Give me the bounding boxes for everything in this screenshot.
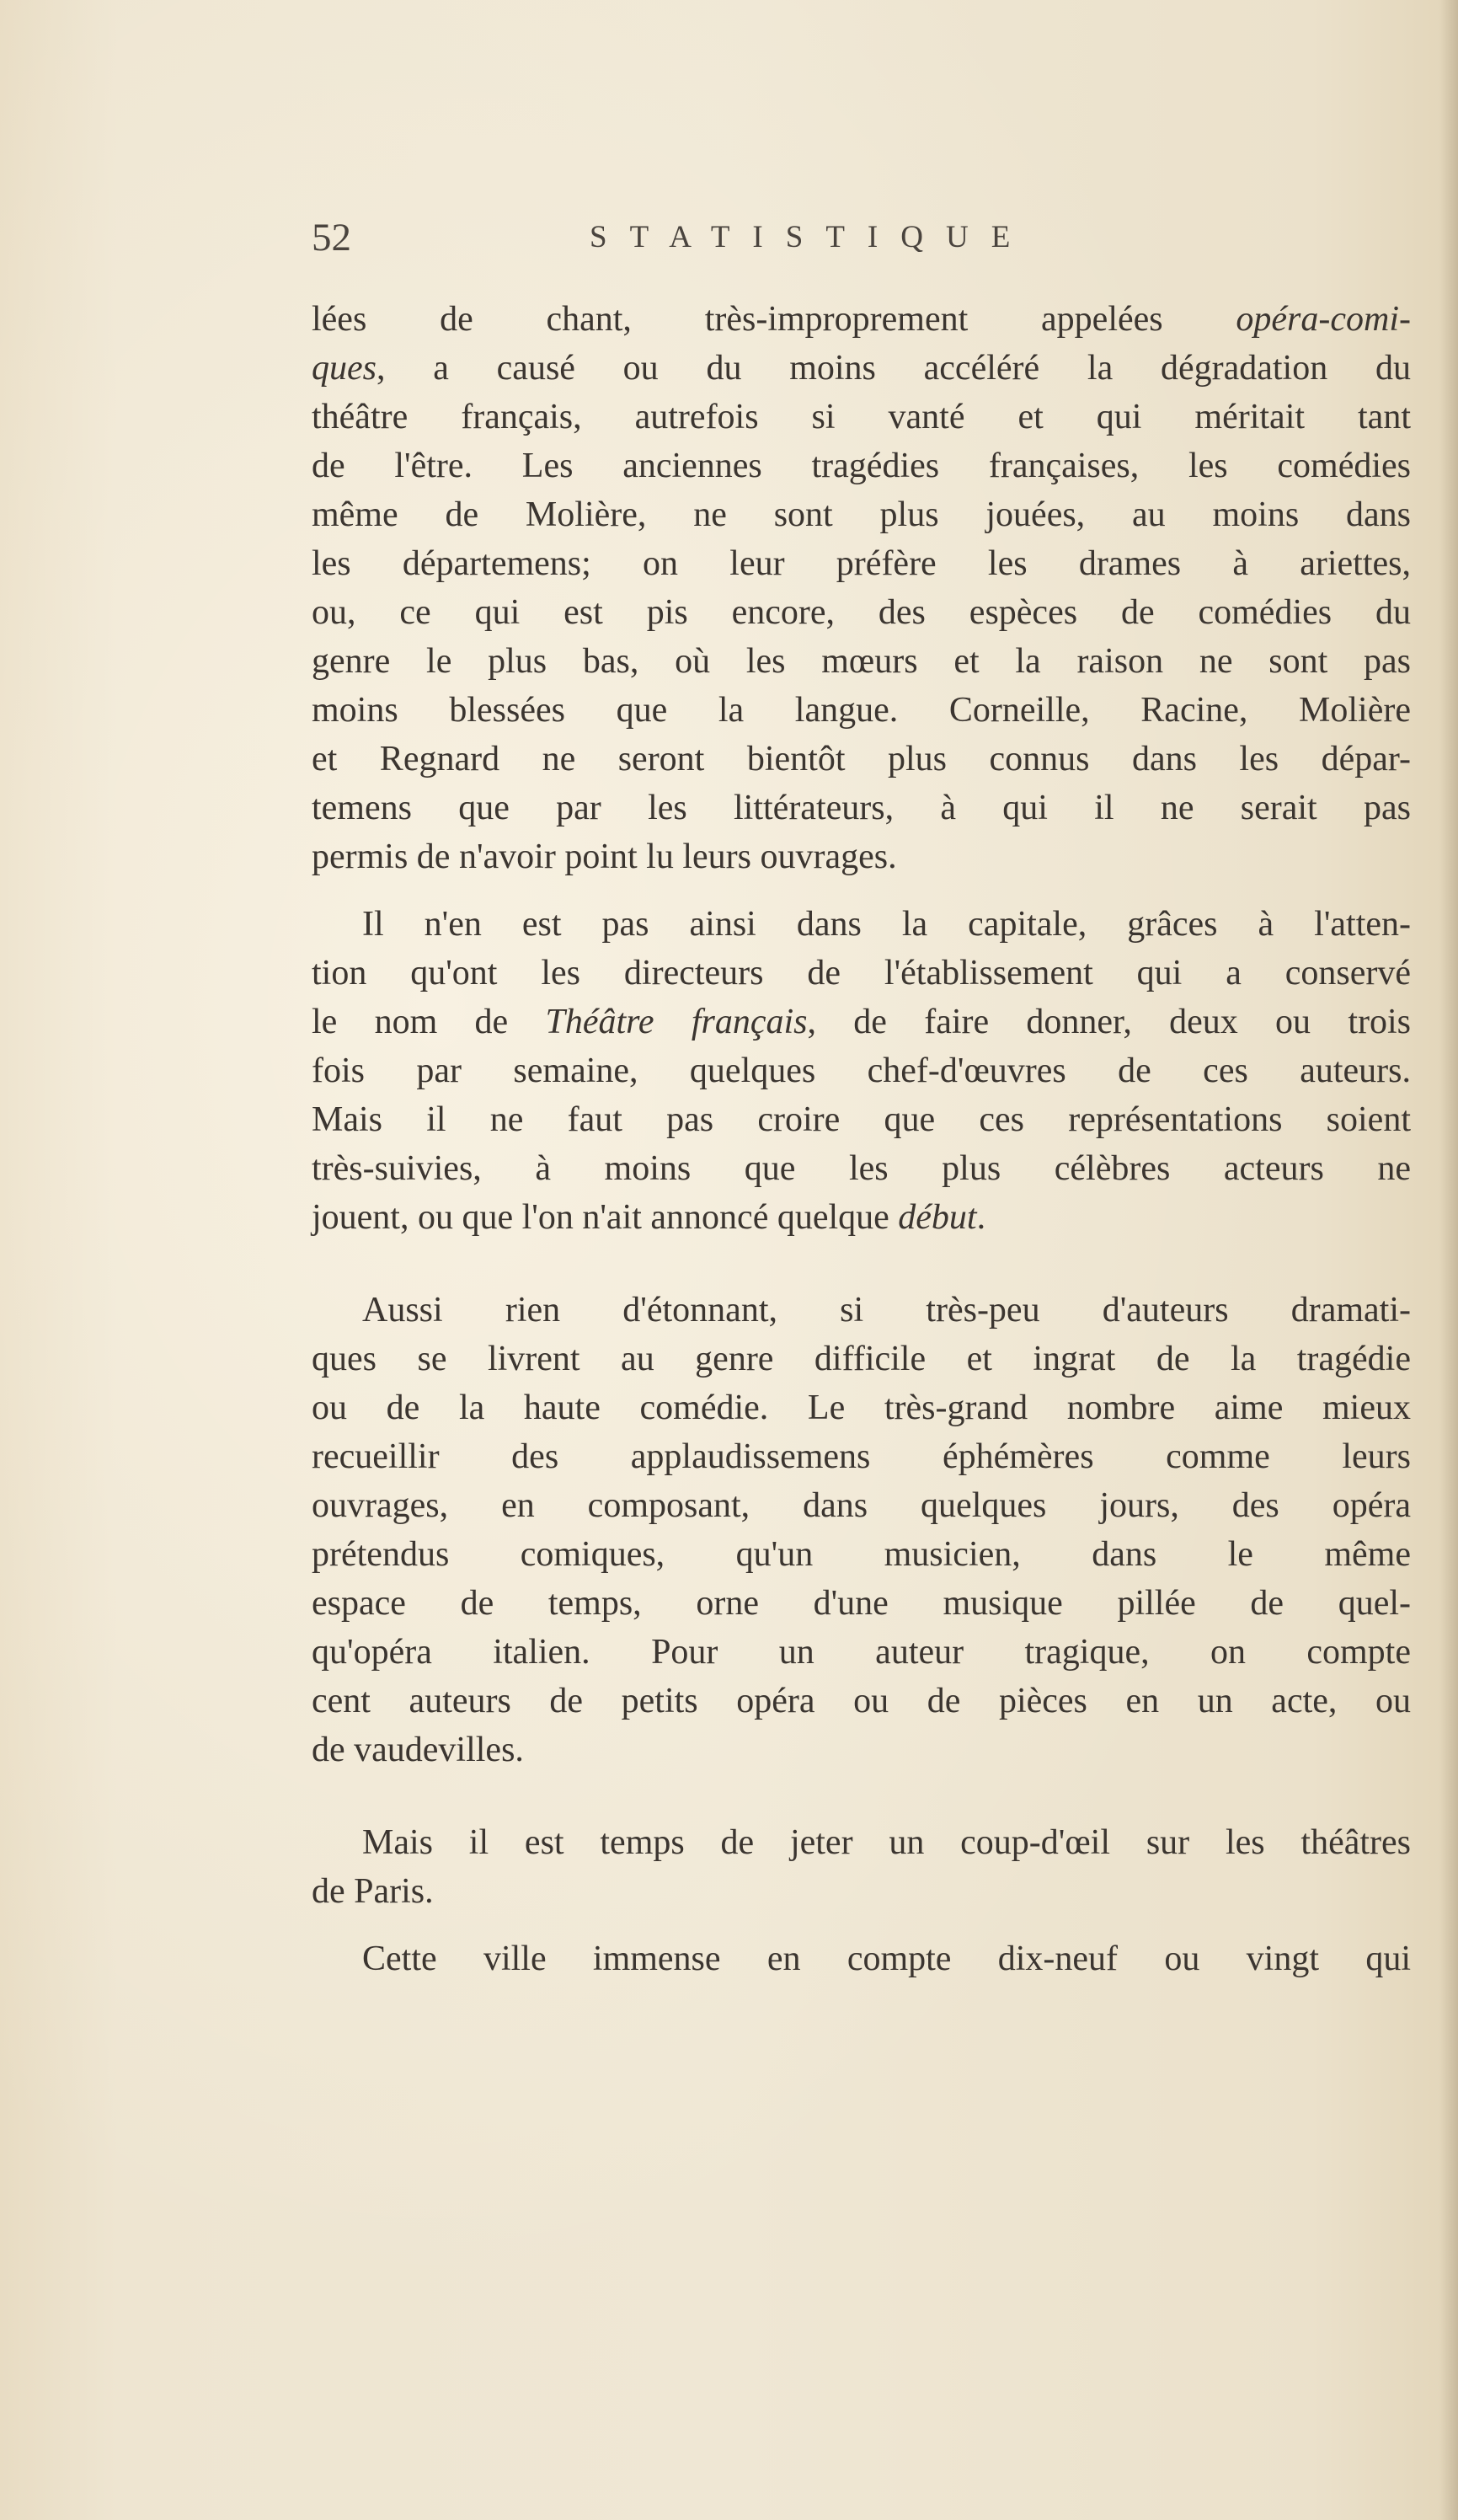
paragraph-5	[312, 1934, 1411, 1983]
page-number: 52	[312, 216, 351, 259]
text-line: lées de chant, très-improprement appelées opéra-comi-	[312, 300, 1411, 339]
text-line: le nom de Théâtre français, de faire donner, deux ou trois	[312, 1003, 1412, 1041]
running-title: STATISTIQUE	[590, 220, 1033, 254]
text-line: les départemens; on leur préfère les drames à ariettes,	[312, 544, 1411, 583]
text-line: de l'être. Les anciennes tragédies françaises, les comédies	[312, 447, 1411, 485]
text-line: Mais il ne faut pas croire que ces représentations soient	[312, 1100, 1411, 1139]
text-line: recueillir des applaudissemens éphémères comme leurs	[312, 1437, 1411, 1476]
text-line: ouvrages, en composant, dans quelques jours, des opéra	[312, 1486, 1411, 1525]
running-head	[312, 212, 1154, 263]
page-edge-shadow	[1439, 0, 1458, 2520]
text-line: ques se livrent au genre difficile et ingrat de la tragédie	[312, 1340, 1411, 1378]
text-line: ou, ce qui est pis encore, des espèces de comédies du	[312, 593, 1411, 632]
text-line: moins blessées que la langue. Corneille, Racine, Molière	[312, 691, 1411, 730]
text-line: permis de n'avoir point lu leurs ouvrages.	[312, 837, 897, 876]
text-line: et Regnard ne seront bientôt plus connus dans les dépar-	[312, 740, 1411, 778]
text-line: genre le plus bas, où les mœurs et la raison ne sont pas	[312, 642, 1411, 681]
text-line: Mais il est temps de jeter un coup-d'œil sur les théâtres	[362, 1823, 1411, 1862]
text-line: de Paris.	[312, 1872, 434, 1911]
text-line: ou de la haute comédie. Le très-grand nombre aime mieux	[312, 1388, 1411, 1427]
text-line: théâtre français, autrefois si vanté et qui méritait tant	[312, 398, 1411, 436]
text-line: prétendus comiques, qu'un musicien, dans le même	[312, 1535, 1411, 1574]
body-text	[312, 295, 1411, 1983]
text-line: fois par semaine, quelques chef-d'œuvres de ces auteurs.	[312, 1051, 1411, 1090]
text-line: temens que par les littérateurs, à qui il ne serait pas	[312, 789, 1411, 827]
text-line: même de Molière, ne sont plus jouées, au moins dans	[312, 495, 1411, 534]
text-line: tion qu'ont les directeurs de l'établissement qui a conservé	[312, 954, 1411, 992]
text-line: très-suivies, à moins que les plus célèbres acteurs ne	[312, 1149, 1411, 1188]
text-line: cent auteurs de petits opéra ou de pièces en un acte, ou	[312, 1682, 1411, 1720]
paragraph-2	[312, 900, 1411, 1242]
text-line: Cette ville immense en compte dix-neuf ou vingt qui	[362, 1939, 1411, 1978]
text-line: de vaudevilles.	[312, 1731, 524, 1769]
text-line: jouent, ou que l'on n'ait annoncé quelque début.	[312, 1198, 986, 1237]
text-line: ques, a causé ou du moins accéléré la dégradation du	[312, 349, 1411, 388]
text-line: Il n'en est pas ainsi dans la capitale, grâces à l'atten-	[362, 905, 1411, 944]
paragraph-4	[312, 1818, 1411, 1916]
text-line: qu'opéra italien. Pour un auteur tragique, on compte	[312, 1633, 1411, 1672]
text-line: espace de temps, orne d'une musique pillée de quel-	[312, 1584, 1411, 1623]
paragraph-3	[312, 1286, 1411, 1774]
paragraph-1	[312, 295, 1411, 881]
text-line: Aussi rien d'étonnant, si très-peu d'auteurs dramati-	[362, 1291, 1411, 1330]
